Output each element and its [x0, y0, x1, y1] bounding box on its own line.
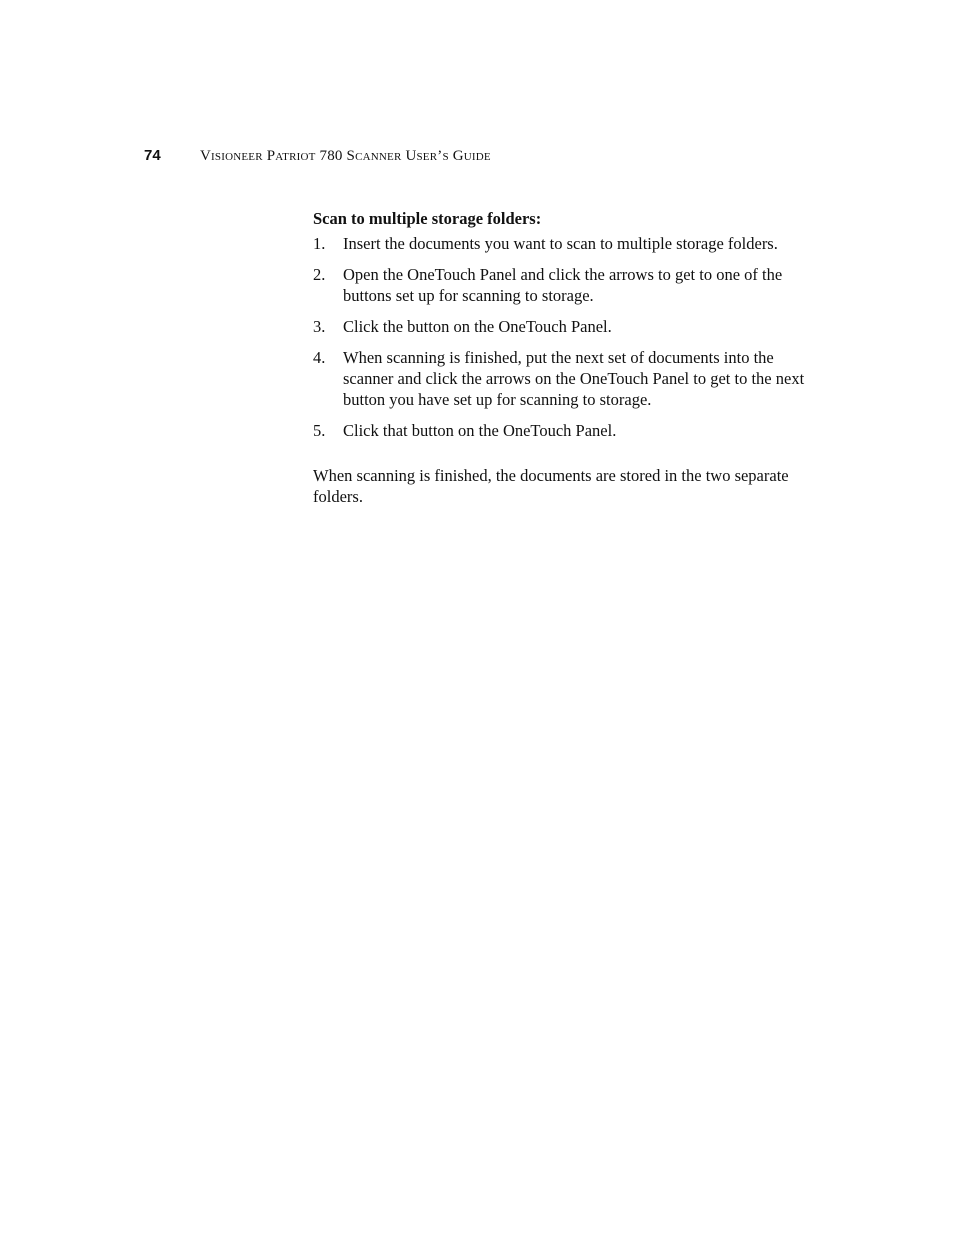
step-text: Click the button on the OneTouch Panel.: [343, 317, 612, 336]
step-item: [313, 316, 813, 337]
step-number: 5.: [313, 421, 326, 440]
step-text: Open the OneTouch Panel and click the arrows to get to one of the buttons set up for scanning to storage.: [343, 265, 783, 305]
page-number: 74: [144, 147, 161, 164]
step-text: Click that button on the OneTouch Panel.: [343, 421, 617, 440]
step-number: 2.: [313, 265, 326, 284]
closing-paragraph: When scanning is finished, the documents are stored in the two separate folders.: [313, 466, 789, 506]
step-text: Insert the documents you want to scan to multiple storage folders.: [343, 234, 778, 253]
step-text: When scanning is finished, put the next set of documents into the scanner and click the arrows on the OneTouch Panel to get to the next button you have set up for scanning to storage.: [343, 348, 805, 409]
step-item: [313, 264, 813, 306]
step-item: [313, 233, 813, 254]
step-number: 3.: [313, 317, 326, 336]
section-heading: Scan to multiple storage folders:: [313, 209, 542, 228]
running-title: Visioneer Patriot 780 Scanner User’s Guide: [200, 148, 491, 164]
step-number: 1.: [313, 234, 326, 253]
step-number: 4.: [313, 348, 326, 367]
main-content: [313, 208, 813, 507]
step-item: [313, 420, 813, 441]
running-header: [144, 147, 491, 165]
steps-list: [313, 233, 813, 441]
step-item: [313, 347, 813, 410]
